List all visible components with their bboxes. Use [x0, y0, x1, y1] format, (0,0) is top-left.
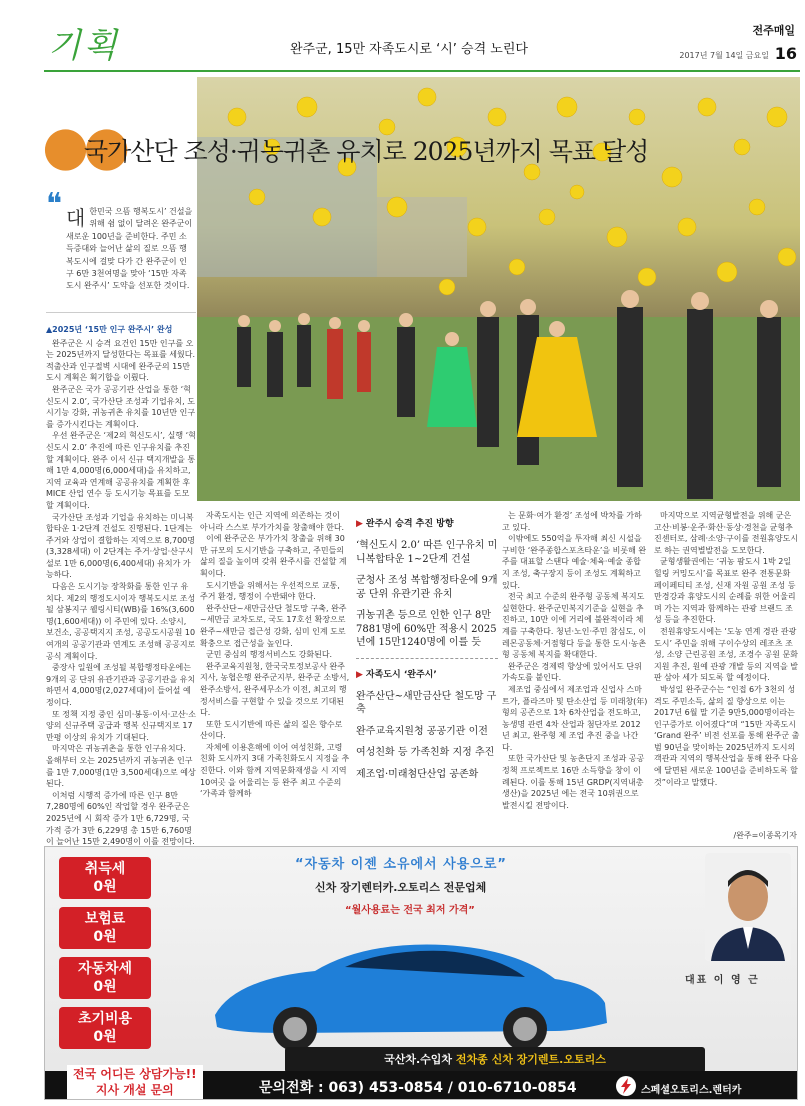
- paragraph: 마지막으로 지역균형발전을 위해 군은 고산·비봉·운주·화산·동상·경천을 균형추진센터로, 삼례·소양·구이를 전원휴양도시로 하는 권역별발전을 도모한다.: [654, 511, 799, 555]
- person-icon: [705, 853, 791, 961]
- paragraph: 제조업 중심에서 제조업과 신업사 스마트가, 플라즈마 및 탄소산업 등 미래창(年)형의 공존으로 1차 6차산업을 전도하고, 농생명 관련 4차 산업과 첨단자로 2012년 최고, 완주형 제 조업 추진 중을 나간다.: [502, 684, 648, 752]
- box-item: ‘혁신도시 2.0’ 따른 인구유치 미니복합타운 1~2단계 건설: [356, 540, 498, 565]
- paragraph: 이처럼 시행적 증가에 따른 인구 8만 7,280명에 60%인 작업할 경우 완주군은 2025년에 시 회작 증가 1만 6,729명, 국가적 증가 3만 6,229명 총 15만 6,760명이 늘어난 15만 2,490명이 이를 전망이다.: [46, 790, 195, 847]
- car-icon: [195, 927, 615, 1057]
- drop-cap: 대: [66, 206, 86, 230]
- paragraph: 이밖에도 550억을 투자해 최신 시설을 구비한 ‘완주종합스포츠타운’을 비롯해 완주를 대표할 스탠다 예술·체육·예술 종합지 조성, 축구장지 등이 조성도 계획하고 있다.: [502, 534, 647, 590]
- article-lead: [66, 206, 194, 293]
- ad-tag: 취득세 0원: [59, 857, 151, 899]
- lead-quote-icon: ❝: [46, 187, 63, 222]
- page-header: [0, 0, 805, 70]
- ad-banner: 국산차.수입차 전차종 신차 장기렌트.오토리스: [285, 1047, 705, 1073]
- paragraph: 또 정책 지정 중인 심미·봉동·이서·고산·소양의 신규주택 공급과 행복 신규택지로 17만평 이상의 유치가 기대된다.: [46, 709, 196, 742]
- paragraph: 또한 도시기반에 따른 삶의 질은 향수로 산이다.: [200, 719, 343, 741]
- triangle-icon: ▶: [356, 669, 363, 680]
- paragraph: 도시기반을 위해서는 우선적으로 교통, 주거 환경, 행정이 수반돼야 한다.: [200, 580, 340, 602]
- paragraph: 완주교육지원청, 한국국토정보공사 완주지사, 농협은행 완주군지부, 완주군 소방서, 완주소방서, 완주세무소가 이전, 최고의 행정서비스를 구현할 수 있을 것으로 기대된다.: [200, 661, 350, 718]
- ad-brand: 스페셜오토리스.렌터카: [641, 1085, 742, 1096]
- paragraph: 자족도시는 인근 지역에 의존하는 것이 아니라 스스로 부가가치를 창출해야 한다.: [200, 511, 345, 532]
- article-column-4: [502, 510, 648, 811]
- ceo-photo: [705, 853, 791, 961]
- paragraph: 중장사 일원에 조성될 복합행정타운에는 9개의 공 단위 유관기관과 공공기관을 유치하면서 4,000명(2,027세대)이 들어설 예정이다.: [46, 663, 196, 707]
- issue-date: 2017년 7월 14일 금요일: [679, 51, 769, 60]
- box-heading: ▶ 자족도시 ‘완주시’: [356, 669, 437, 680]
- reporter-byline: /완주=이종목기자: [733, 831, 797, 840]
- paragraph: 완주군은 경제력 향상에 있어서도 단위 가속도를 붙인다.: [502, 661, 642, 683]
- page-topic-title: 완주군, 15만 자족도시로 ‘시’ 승격 노린다: [290, 42, 528, 57]
- triangle-icon: ▶: [356, 519, 363, 529]
- article-column-1: [46, 318, 196, 867]
- box-item: 여성친화 등 가족친화 지정 추진: [356, 747, 495, 758]
- box-item: 귀농귀촌 등으로 인한 인구 8만7881명에 60%만 적용시 2025년에 15만1240명에 이를 듯: [356, 610, 497, 648]
- ad-tag: 초기비용 0원: [59, 1007, 151, 1049]
- paragraph: 완주군은 시 승격 요건인 15만 인구를 오는 2025년까지 달성한다는 목표를 세웠다. 적출산과 인구절벽 시대에 완주군의 15만 도시 계획은 획기합을 이뤘다.: [46, 338, 195, 383]
- ad-tag: 자동차세 0원: [59, 957, 151, 999]
- article-headline: 국가산단 조성·귀농귀촌 유치로 2025년까지 목표 달성: [84, 137, 649, 166]
- article-column-5: [654, 510, 800, 788]
- ceo-name: 대표 이 영 근: [685, 975, 760, 986]
- paragraph: 마지막은 귀농귀촌을 통한 인구유치다. 올해부터 오는 2025년까지 귀농귀촌 인구를 1만 7,000명(1만 3,500세대)으로 예상된다.: [46, 744, 196, 789]
- ad-slogan: “자동차 이젠 소유에서 사용으로”: [295, 857, 507, 872]
- paragraph: 박성일 완주군수는 “인접 6가 3천의 성격도 주민소득, 삶의 질 향상으로 이는 2017년 6월 말 기준 9만5,000명이라는 인구증가로 이어졌다”며 “15만 자족도시 ‘Grand 완주’ 비전 선포를 통해 완주군 출범 90년을 맞이하는 2025년까지 도시의 객관과 지역의 행복산업을 통해 완주 다음에 달면된 새로운 100년을 준비하도록 할 것”이라고 말했다.: [654, 684, 800, 787]
- paragraph: 자체에 이용흔해에 이어 여성친화, 고령친화 도시까지 3대 가족친화도시 지정을 추진한다. 이와 함께 지역문화재생을 시 지역 10여곳 을 어울리는 등 완주 최고 수준의 ‘가족과 함께하: [200, 742, 350, 799]
- section-logo: 기획: [48, 26, 120, 66]
- paragraph: 다음은 도시기능 장착화를 통한 인구 유치다. 제2의 행정도시이자 행복도시로 조성될 삼봉지구 웰링시티(WB)를 16%(3,600명(1,600세대)) 이 주민에 있다. 소양시, 보건소, 공공택지지 조성, 공공도시공원 10여개의 공공기관과 연계도 조성해 공공지로 공식 계획이다.: [46, 582, 196, 661]
- box-item: 제조업·미래첨단산업 공존화: [356, 768, 479, 780]
- paragraph: 완주산단~새만금산단 철도망 구축, 완주~세만금 교차도로, 국도 17호선 확장으로 완주~새만금 접근성 강화, 심미 인계 도로 확충으로 접근성을 높인다.: [200, 603, 347, 648]
- paragraph: 균형생활권에는 ‘귀농 팜도시 1박 2일 힐링 커밍도시’를 목표로 완주 전통문화 페이페티티 조성, 신재 자원 공원 조성 등 만경강과 휴양도시의 순례를 위한 어울리며 가는 지역과 함께하는 관광 브랜드 조성 등을 추진한다.: [654, 557, 796, 625]
- paragraph: 전국 최고 수준의 완주형 공동체 복지도 실현한다. 완주군민복지기준을 실현을 추진하고, 10만 이에 거리에 불완적이라 체계를 구축한다. 청년·노인·주민 참심도, 이레몬공동체·거점형다 등을 통한 도시·농촌형 공동체 복지를 확대한다.: [502, 592, 647, 660]
- article-column-2: [200, 510, 350, 800]
- page-number: 16: [774, 44, 797, 63]
- box-item: 완주산단~새만금산단 철도망 구축: [356, 690, 497, 715]
- paragraph: 는 문화·여가 환경’ 조성에 박차를 가하고 있다.: [502, 511, 642, 532]
- ad-company: 신차 장기렌터카.오토리스 전문업체: [315, 881, 487, 894]
- ad-branch-notice: 전국 어디든 상담가능!! 지사 개설 문의: [67, 1065, 203, 1100]
- paragraph: 또한 국가산단 및 농촌단지 조성과 공공정책 프로젝트로 16만 소득향을 창이 이례된다. 이를 통해 15년 GRDP(지역내총생산)을 2025년 에는 전국 10위권으로 발전시킬 전망이다.: [502, 754, 645, 810]
- box-item: 완주교육지원청 공공기관 이전: [356, 725, 488, 737]
- box-heading: ▶ 완주시 승격 추진 방향: [356, 519, 454, 529]
- ad-tag: 보험료 0원: [59, 907, 151, 949]
- box-divider: [356, 658, 498, 659]
- newspaper-name: 전주매일: [752, 24, 795, 37]
- summary-box: [356, 514, 498, 789]
- paragraph: 전원휴양도시에는 ‘도농 연계 경관 관광 도시’ 주민을 위해 구이수상의 레조츠 조성, 소양 근린공원 조성, 조경수 공원 문화지원 추진, 원예 관광 개발 등의 지역을 발판 삼아 세가 되도록 할 예정이다.: [654, 626, 798, 683]
- paragraph: 국가산단 조성과 기업을 유치하는 미니복합타운 1·2단계 건설도 진행된다. 1단계는 주거와 상업이 결합하는 지역으로 8,700명(3,328세대) 이 2단계는 주거·상업·산구시설로 1만 6,000명(6,400세대) 유치가 가능하다.: [46, 512, 195, 580]
- paragraph: 우선 완주군은 ‘제2의 혁신도시’, 실행 ‘혁신도시 2.0’ 추진에 따른 인구유치를 추진할 계획이다. 완주 이서 신규 택지개발을 통해 1만 4,000명(6,000세대)을 유치하고, 지역 교육과 연계해 공공유치를 계획한 후 MICE 산업 연수 등 도시기능 목표를 도모할 계획이다.: [46, 431, 196, 510]
- advertisement[interactable]: [44, 846, 798, 1100]
- ad-phone[interactable]: 문의전화 : 063) 453-0854 / 010-6710-0854: [259, 1080, 577, 1096]
- ad-subline: “월사용료는 전국 최저 가격”: [345, 905, 475, 916]
- paragraph: 완주군은 국가 공공기관 산업을 통한 ‘혁신도시 2.0’, 국가산단 조성과 기업유치, 도시기능 강화, 귀농귀촌 유치를 10년만 인구를 증가시킨다는 계획이다.: [46, 384, 196, 429]
- box-item: 군청사 조성 복합행정타운에 9개 공 단위 유관기관 유치: [356, 575, 498, 600]
- quote-mark-icon: ●●: [42, 113, 125, 177]
- lightning-logo-icon: [615, 1075, 637, 1097]
- header-divider: [44, 70, 800, 72]
- paragraph: 군민 중심의 행정서비스도 강화된다.: [206, 650, 333, 660]
- lead-divider: [46, 312, 196, 313]
- paragraph: 이에 완주군은 부가가치 창출을 위해 30만 규모의 도시기반을 구축하고, 주민들의 삶의 질을 높이며 갖춰 완주시를 건설할 계획이다.: [200, 534, 347, 578]
- subheading: ▲2025년 ‘15만 인구 완주시’ 완성: [46, 325, 173, 334]
- lead-text: 한민국 으뜸 행복도시’ 건설을 위해 쉼 없이 달려온 완주군이 새로운 100년을 준비한다. 주민 소득증대와 늘어난 삶의 질로 으뜸 행복도시에 걸맞 다가 간 완주군이 인구 6만 3천여명을 맞아 ‘15만 자족도시 완주시’ 도약을 선포한 것이다.: [66, 207, 193, 291]
